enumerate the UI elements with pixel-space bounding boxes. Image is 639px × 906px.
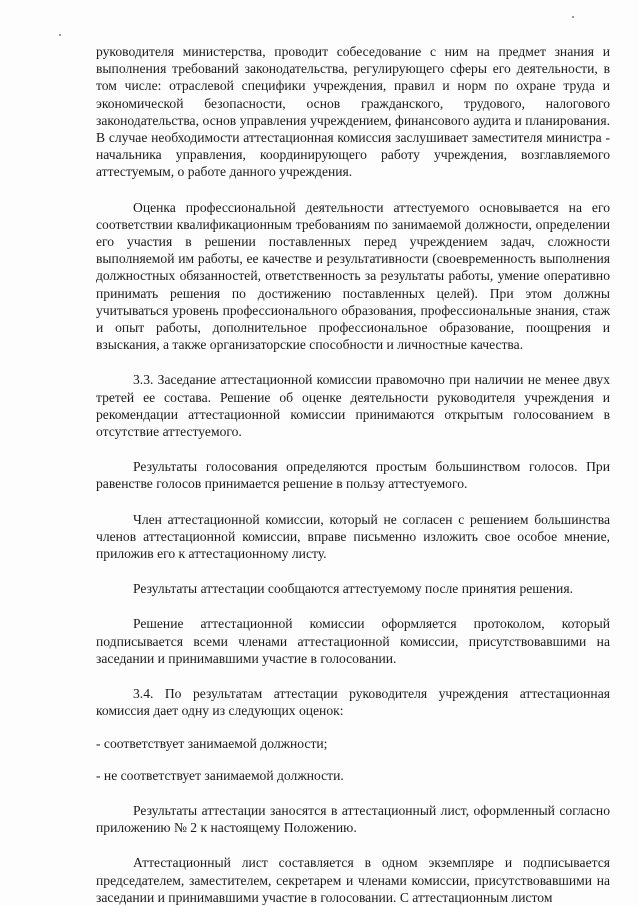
scan-speck [572, 16, 574, 18]
paragraph-3-4: 3.4. По результатам аттестации руководителя учреждения аттестационная комиссия дает одну из следующих оценок: [96, 686, 610, 719]
paragraph-dissent: Член аттестационной комиссии, который не согласен с решением большинства членов аттестационной комиссии, вправе письменно изложить свое особое мнение, приложив его к аттестационному листу. [96, 511, 610, 562]
list-item-not-corresponds: - не соответствует занимаемой должности. [96, 767, 344, 783]
list-item-corresponds: - соответствует занимаемой должности; [96, 735, 328, 751]
paragraph-sheet-signing: Аттестационный лист составляется в одном экземпляре и подписывается председателем, заместителем, секретарем и членами комиссии, присутствовавшими на заседании и принимавшими участие в голосовании. С аттестационным листом [96, 855, 610, 905]
document-body [96, 43, 610, 906]
paragraph-continuation: руководителя министерства, проводит собеседование с ним на предмет знания и выполнения требований законодательства, регулирующего сферы его деятельности, в том числе: отраслевой специфики учреждения, правил и норм по охране труда и экономической безопасности, основ гражданского, трудового, налогового законодательства, основ управления учреждением, финансового аудита и планирования. В случае необходимости аттестационная комиссия заслушивает заместителя министра - начальника управления, координирующего работу учреждения, возглавляемого аттестуемым, о работе данного учреждения. [96, 44, 610, 180]
paragraph-3-3: 3.3. Заседание аттестационной комиссии правомочно при наличии не менее двух третей ее состава. Решение об оценке деятельности руководителя учреждения и рекомендации аттестационной комиссии принимаются открытым голосованием в отсутствие аттестуемого. [96, 372, 610, 440]
paragraph-protocol: Решение аттестационной комиссии оформляется протоколом, который подписывается всеми членами аттестационной комиссии, присутствовавшими на заседании и принимавшими участие в голосовании. [96, 616, 610, 666]
paragraph-evaluation: Оценка профессиональной деятельности аттестуемого основывается на его соответствии квалификационным требованиям по занимаемой должности, определении его участия в решении поставленных перед учреждением задач, сложности выполняемой им работы, ее качестве и результативности (своевременность выполнения должностных обязанностей, ответственность за результаты работы, умение оперативно принимать решения по достижению поставленных целей). При этом должны учитываться уровень профессионального образования, профессиональные знания, стаж и опыт работы, дополнительное профессиональное образование, поощрения и взыскания, а также организаторские способности и личностные качества. [96, 199, 610, 353]
paragraph-voting-results: Результаты голосования определяются простым большинством голосов. При равенстве голосов принимается решение в пользу аттестуемого. [96, 459, 610, 492]
paragraph-attestation-sheet: Результаты аттестации заносятся в аттестационный лист, оформленный согласно приложению № 2 к настоящему Положению. [96, 802, 610, 836]
scan-speck [59, 34, 61, 36]
paragraph-results-notice: Результаты аттестации сообщаются аттестуемому после принятия решения. [133, 581, 573, 597]
